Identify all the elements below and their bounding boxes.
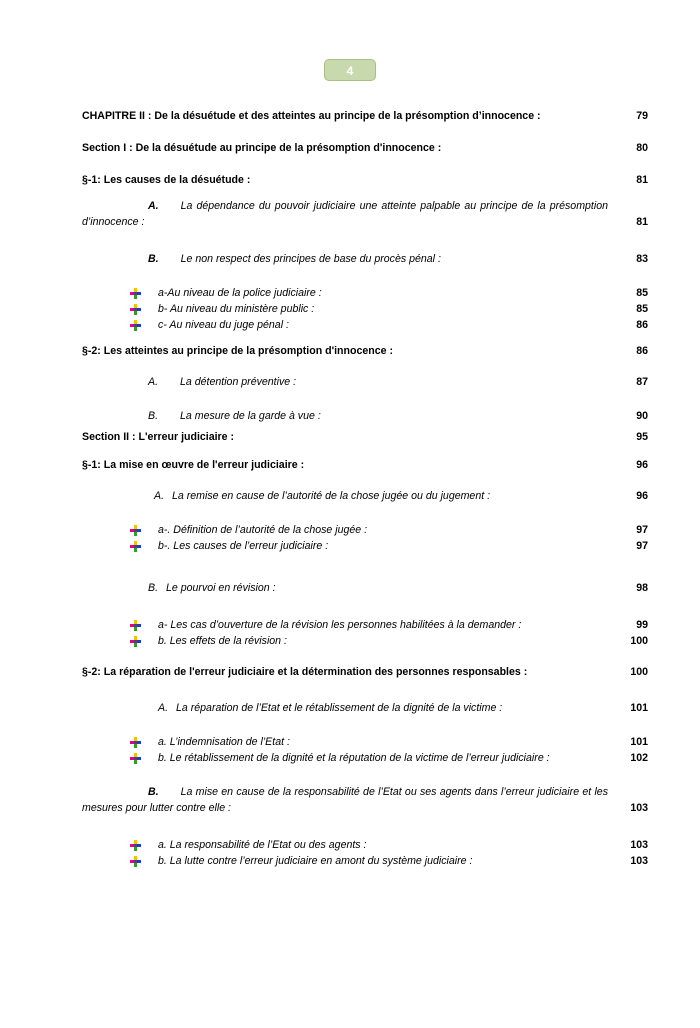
four-color-cross-bullet-icon [130, 620, 141, 631]
spacer [82, 766, 648, 782]
toc-entry-text: c- Au niveau du juge pénal : [158, 319, 289, 331]
toc-page-number: 85 [636, 303, 648, 315]
toc-entry-a-reparation-etat[interactable] [82, 700, 648, 716]
toc-entry-text: a-. Définition de l’autorité de la chose jugée : [158, 524, 368, 536]
toc-page-number: 100 [630, 635, 648, 647]
spacer [82, 680, 648, 690]
four-color-cross-bullet-icon [130, 541, 141, 552]
page-number-header [0, 0, 700, 81]
toc-page-number: 103 [630, 802, 648, 814]
toc-page-number: 85 [636, 287, 648, 299]
toc-page-number: 97 [636, 524, 648, 536]
toc-entry-b-lutte-contre-erreur[interactable] [82, 853, 648, 869]
toc-entry-text: Section II : L'erreur judiciaire : [82, 431, 235, 443]
toc-entry-section-ii[interactable] [82, 429, 648, 445]
toc-entry-text: La dépendance du pouvoir judiciaire une atteinte palpable au principe de la présomption d’innocence : [82, 200, 608, 228]
toc-entry-text: Le non respect des principes de base du procès pénal : [180, 253, 441, 265]
toc-entry-text: b- Au niveau du ministère public : [158, 303, 315, 315]
four-color-cross-bullet-icon [130, 753, 141, 764]
spacer [82, 124, 648, 140]
four-color-cross-bullet-icon [130, 856, 141, 867]
spacer [82, 188, 648, 198]
four-color-cross-bullet-icon [130, 636, 141, 647]
toc-entry-text: La réparation de l’Etat et le rétablissement de la dignité de la victime : [176, 702, 503, 714]
page-number-badge: 4 [324, 59, 376, 81]
spacer [82, 690, 648, 700]
toc-entry-par-1-mise-en-oeuvre[interactable] [82, 457, 648, 473]
toc-entry-a-definition-autorite[interactable] [82, 522, 648, 538]
toc-page-number: 101 [630, 736, 648, 748]
toc-page-number: 81 [636, 174, 648, 186]
toc-page-number: 101 [630, 702, 648, 714]
toc-entry-text: Section I : De la désuétude au principe de la présomption d'innocence : [82, 142, 442, 154]
spacer [82, 333, 648, 343]
toc-page-number: 97 [636, 540, 648, 552]
four-color-cross-bullet-icon [130, 840, 141, 851]
toc-page-number: 100 [630, 666, 648, 678]
toc-entry-label: B. [148, 410, 159, 422]
toc-page-number: 81 [636, 216, 648, 228]
four-color-cross-bullet-icon [130, 288, 141, 299]
spacer [82, 156, 648, 172]
four-color-cross-bullet-icon [130, 737, 141, 748]
toc-entry-label: B. [148, 786, 159, 798]
spacer [82, 504, 648, 520]
toc-entry-section-i[interactable] [82, 140, 648, 156]
toc-entry-b-retablissement-dignite[interactable] [82, 750, 648, 766]
toc-entry-text: Le pourvoi en révision : [166, 582, 276, 594]
toc-entry-b-effets-revision[interactable] [82, 633, 648, 649]
spacer [82, 230, 648, 246]
toc-entry-label: B. [148, 253, 159, 265]
toc-entry-label: B. [148, 582, 159, 594]
spacer [82, 554, 648, 570]
toc-entry-a-responsabilite-etat[interactable] [82, 837, 648, 853]
spacer [82, 570, 648, 580]
toc-entry-c-juge-penal[interactable] [82, 317, 648, 333]
toc-entry-b-garde-a-vue[interactable] [82, 408, 648, 424]
toc-page-number: 103 [630, 839, 648, 851]
spacer [82, 816, 648, 832]
toc-page-number: 96 [636, 459, 648, 471]
four-color-cross-bullet-icon [130, 525, 141, 536]
toc-entry-text: La mise en cause de la responsabilité de l’Etat ou ses agents dans l’erreur judiciaire et les mesures pour lutter contre elle : [82, 786, 608, 814]
spacer [82, 596, 648, 612]
toc-entry-text: a-Au niveau de la police judiciaire : [158, 287, 322, 299]
table-of-contents [82, 108, 648, 869]
toc-entry-text: La détention préventive : [180, 376, 297, 388]
toc-entry-par-1-causes[interactable] [82, 172, 648, 188]
toc-entry-text: §-1: La mise en œuvre de l'erreur judiciaire : [82, 459, 305, 471]
four-color-cross-bullet-icon [130, 320, 141, 331]
toc-entry-par-2-atteintes[interactable] [82, 343, 648, 359]
toc-entry-b-non-respect[interactable] [82, 251, 648, 267]
toc-entry-text: b. Le rétablissement de la dignité et la réputation de la victime de l’erreur judiciaire : [158, 752, 550, 764]
spacer [82, 390, 648, 406]
toc-entry-label: A. [148, 200, 159, 212]
toc-entry-text: §-1: Les causes de la désuétude : [82, 174, 251, 186]
toc-page-number: 86 [636, 319, 648, 331]
spacer [82, 359, 648, 369]
toc-entry-a-remise-en-cause[interactable] [82, 488, 648, 504]
toc-entry-text: La remise en cause de l’autorité de la chose jugée ou du jugement : [172, 490, 491, 502]
spacer [82, 649, 648, 659]
toc-entry-a-cas-ouverture[interactable] [82, 617, 648, 633]
toc-page-number: 102 [630, 752, 648, 764]
toc-page-number: 83 [636, 253, 648, 265]
toc-entry-text: La mesure de la garde à vue : [180, 410, 321, 422]
toc-page-number: 98 [636, 582, 648, 594]
toc-entry-b-mise-en-cause[interactable] [82, 784, 648, 816]
toc-entry-a-detention-preventive[interactable] [82, 374, 648, 390]
toc-page-number: 86 [636, 345, 648, 357]
toc-entry-a-indemnisation[interactable] [82, 734, 648, 750]
toc-entry-text: a. L’indemnisation de l’Etat : [158, 736, 290, 748]
toc-entry-text: b. Les effets de la révision : [158, 635, 287, 647]
toc-page-number: 79 [636, 110, 648, 122]
spacer [82, 473, 648, 483]
toc-entry-a-dependance[interactable] [82, 198, 648, 230]
toc-entry-b-causes-erreur[interactable] [82, 538, 648, 554]
toc-page-number: 103 [630, 855, 648, 867]
toc-entry-text: b. La lutte contre l’erreur judiciaire en amont du système judiciaire : [158, 855, 473, 867]
toc-page-number: 99 [636, 619, 648, 631]
toc-page-number: 80 [636, 142, 648, 154]
toc-entry-label: A. [148, 376, 159, 388]
four-color-cross-bullet-icon [130, 304, 141, 315]
toc-entry-text: b-. Les causes de l’erreur judiciaire : [158, 540, 329, 552]
toc-entry-a-police-judiciaire[interactable] [82, 285, 648, 301]
toc-entry-b-ministere-public[interactable] [82, 301, 648, 317]
toc-entry-text: a. La responsabilité de l’Etat ou des agents : [158, 839, 367, 851]
toc-page-number: 95 [636, 431, 648, 443]
spacer [82, 716, 648, 732]
toc-entry-text: §-2: La réparation de l'erreur judiciaire et la détermination des personnes responsables : [82, 666, 528, 678]
toc-entry-b-pourvoi-revision[interactable] [82, 580, 648, 596]
toc-entry-text: CHAPITRE II : De la désuétude et des atteintes au principe de la présomption d’innocence : [82, 110, 541, 122]
toc-page-number: 87 [636, 376, 648, 388]
toc-entry-label: A. [154, 490, 165, 502]
spacer [82, 267, 648, 283]
toc-entry-text: a- Les cas d’ouverture de la révision les personnes habilitées à la demander : [158, 619, 522, 631]
toc-entry-label: A. [158, 702, 169, 714]
toc-entry-par-2-reparation[interactable] [82, 664, 648, 680]
toc-entry-text: §-2: Les atteintes au principe de la présomption d'innocence : [82, 345, 393, 357]
toc-page-number: 96 [636, 490, 648, 502]
toc-entry-chapitre-ii[interactable] [82, 108, 648, 124]
spacer [82, 445, 648, 455]
toc-page-number: 90 [636, 410, 648, 422]
